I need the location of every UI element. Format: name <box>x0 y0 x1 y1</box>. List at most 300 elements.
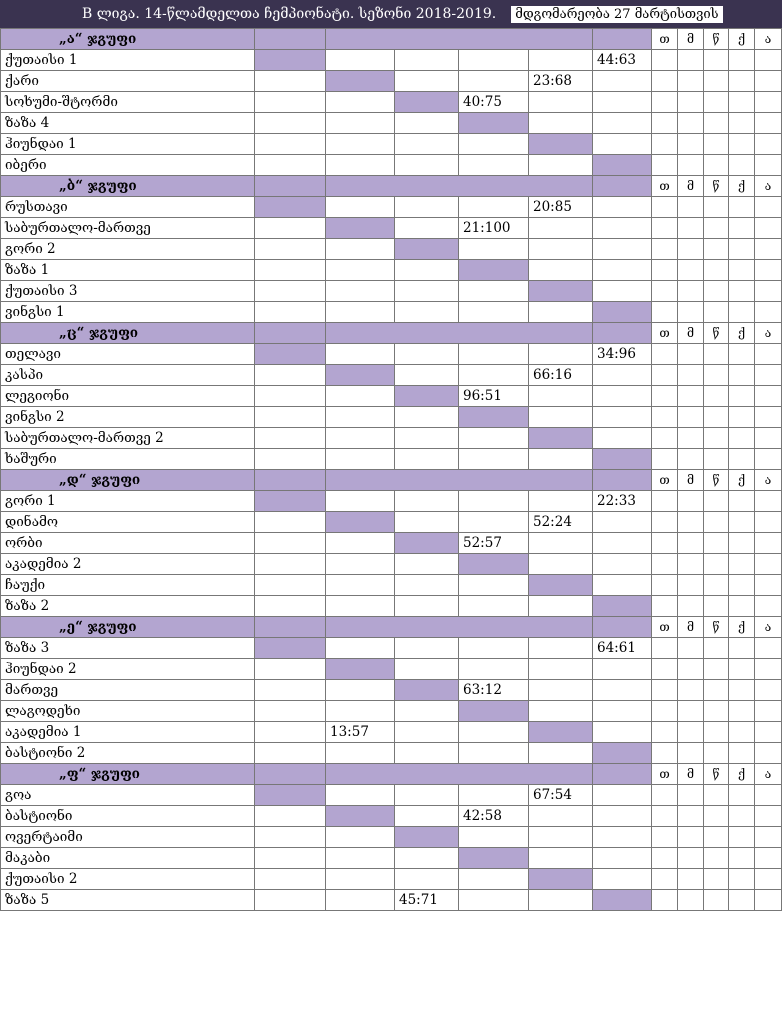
stat-cell <box>704 491 729 512</box>
team-row <box>1 659 782 680</box>
stat-cell <box>729 701 755 722</box>
score-cell <box>459 722 529 743</box>
stat-cell <box>755 134 782 155</box>
header-cell <box>593 323 652 344</box>
stat-header: ა <box>755 470 782 491</box>
score-cell <box>255 155 326 176</box>
stat-cell <box>652 554 678 575</box>
score-cell <box>459 638 529 659</box>
stat-cell <box>729 512 755 533</box>
stat-cell <box>704 869 729 890</box>
team-name: ჩაუქი <box>1 575 255 596</box>
diagonal-cell <box>459 113 529 134</box>
score-cell <box>395 575 459 596</box>
score-cell: 20:85 <box>529 197 593 218</box>
diagonal-cell <box>395 386 459 407</box>
score-cell <box>459 197 529 218</box>
score-cell <box>459 659 529 680</box>
team-name: ორბი <box>1 533 255 554</box>
diagonal-cell <box>459 701 529 722</box>
score-cell <box>593 806 652 827</box>
stat-cell <box>755 428 782 449</box>
score-cell <box>326 743 395 764</box>
group-header <box>1 176 782 197</box>
score-cell: 23:68 <box>529 71 593 92</box>
score-cell <box>459 50 529 71</box>
score-cell <box>395 428 459 449</box>
score-cell <box>326 344 395 365</box>
team-name: საბურთალო-მართვე <box>1 218 255 239</box>
team-name: ლაგოდეხი <box>1 701 255 722</box>
stat-cell <box>704 554 729 575</box>
score-cell: 34:96 <box>593 344 652 365</box>
score-cell <box>395 71 459 92</box>
score-cell <box>459 281 529 302</box>
score-cell <box>593 197 652 218</box>
stat-cell <box>755 113 782 134</box>
stat-header: თ <box>652 764 678 785</box>
score-cell <box>255 302 326 323</box>
stat-cell <box>678 491 704 512</box>
header-cell <box>255 764 326 785</box>
team-row <box>1 806 782 827</box>
stat-cell <box>704 890 729 911</box>
score-cell: 64:61 <box>593 638 652 659</box>
team-name: ქარი <box>1 71 255 92</box>
stat-cell <box>652 659 678 680</box>
stat-cell <box>755 638 782 659</box>
stat-cell <box>755 71 782 92</box>
stat-cell <box>652 533 678 554</box>
score-cell <box>395 848 459 869</box>
team-row <box>1 449 782 470</box>
score-cell <box>529 701 593 722</box>
team-name: ზაზა 1 <box>1 260 255 281</box>
score-cell <box>593 386 652 407</box>
stat-cell <box>755 281 782 302</box>
team-name: ბასტიონი <box>1 806 255 827</box>
stat-header: თ <box>652 617 678 638</box>
score-cell <box>593 680 652 701</box>
score-cell <box>395 512 459 533</box>
score-cell <box>593 554 652 575</box>
score-cell <box>395 554 459 575</box>
stat-cell <box>704 449 729 470</box>
header-cell <box>326 764 593 785</box>
score-cell <box>459 890 529 911</box>
stat-cell <box>678 302 704 323</box>
team-row <box>1 701 782 722</box>
score-cell <box>395 722 459 743</box>
table-title: B ლიგა. 14-წლამდელთა ჩემპიონატი. სეზონი 2018-2019. <box>82 6 497 22</box>
stat-header: თ <box>652 470 678 491</box>
stat-cell <box>704 281 729 302</box>
score-cell <box>593 785 652 806</box>
diagonal-cell <box>593 302 652 323</box>
stat-cell <box>704 155 729 176</box>
stat-header: თ <box>652 176 678 197</box>
stat-cell <box>652 197 678 218</box>
score-cell <box>326 680 395 701</box>
score-cell <box>529 659 593 680</box>
stat-cell <box>755 533 782 554</box>
stat-cell <box>678 596 704 617</box>
score-cell <box>326 827 395 848</box>
stat-cell <box>729 218 755 239</box>
stat-header: ქ <box>729 617 755 638</box>
stat-cell <box>755 743 782 764</box>
score-cell <box>326 491 395 512</box>
stat-cell <box>755 260 782 281</box>
score-cell <box>529 848 593 869</box>
stat-cell <box>704 512 729 533</box>
score-cell <box>255 71 326 92</box>
score-cell <box>593 134 652 155</box>
stat-cell <box>678 428 704 449</box>
stat-header: წ <box>704 470 729 491</box>
stat-cell <box>729 155 755 176</box>
stat-cell <box>755 50 782 71</box>
score-cell <box>593 659 652 680</box>
stat-cell <box>704 827 729 848</box>
team-row <box>1 155 782 176</box>
score-cell <box>459 575 529 596</box>
score-cell <box>593 428 652 449</box>
group-header <box>1 323 782 344</box>
score-cell <box>459 155 529 176</box>
score-cell <box>459 71 529 92</box>
stat-cell <box>704 701 729 722</box>
score-cell <box>529 155 593 176</box>
score-cell <box>529 239 593 260</box>
score-cell <box>395 302 459 323</box>
score-cell <box>255 386 326 407</box>
stat-cell <box>704 680 729 701</box>
score-cell <box>395 113 459 134</box>
score-cell <box>459 743 529 764</box>
stat-cell <box>729 533 755 554</box>
diagonal-cell <box>459 407 529 428</box>
stat-header: ა <box>755 323 782 344</box>
diagonal-cell <box>326 218 395 239</box>
team-name: ლეგიონი <box>1 386 255 407</box>
score-cell <box>459 428 529 449</box>
score-cell <box>593 533 652 554</box>
header-cell <box>326 29 593 50</box>
team-row <box>1 50 782 71</box>
score-cell <box>255 575 326 596</box>
team-row <box>1 827 782 848</box>
diagonal-cell <box>326 806 395 827</box>
stat-cell <box>755 386 782 407</box>
stat-cell <box>729 92 755 113</box>
score-cell <box>255 869 326 890</box>
score-cell <box>255 365 326 386</box>
stat-cell <box>729 722 755 743</box>
stat-cell <box>729 428 755 449</box>
stat-cell <box>755 785 782 806</box>
team-name: ქუთაისი 3 <box>1 281 255 302</box>
group-name: „ფ“ ჯგუფი <box>1 764 255 785</box>
stat-cell <box>755 407 782 428</box>
group-name: „დ“ ჯგუფი <box>1 470 255 491</box>
stat-cell <box>678 197 704 218</box>
stat-cell <box>755 155 782 176</box>
stat-cell <box>652 827 678 848</box>
score-cell <box>459 302 529 323</box>
score-cell <box>593 218 652 239</box>
stat-cell <box>678 638 704 659</box>
score-cell <box>395 659 459 680</box>
stat-cell <box>652 71 678 92</box>
stat-cell <box>729 281 755 302</box>
stat-header: მ <box>678 764 704 785</box>
stat-cell <box>729 386 755 407</box>
group-header <box>1 470 782 491</box>
score-cell <box>459 365 529 386</box>
stat-cell <box>755 722 782 743</box>
stat-cell <box>678 743 704 764</box>
stat-cell <box>652 365 678 386</box>
score-cell <box>529 827 593 848</box>
team-row <box>1 134 782 155</box>
score-cell <box>459 239 529 260</box>
header-cell <box>255 617 326 638</box>
score-cell <box>529 449 593 470</box>
stat-cell <box>755 512 782 533</box>
score-cell <box>395 50 459 71</box>
score-cell <box>395 449 459 470</box>
stat-header: მ <box>678 323 704 344</box>
stat-cell <box>755 848 782 869</box>
stat-cell <box>729 491 755 512</box>
stat-cell <box>704 365 729 386</box>
stat-cell <box>755 596 782 617</box>
score-cell <box>395 197 459 218</box>
team-row <box>1 71 782 92</box>
stat-cell <box>704 806 729 827</box>
stat-cell <box>755 218 782 239</box>
score-cell <box>255 113 326 134</box>
stat-header: წ <box>704 29 729 50</box>
stat-cell <box>652 134 678 155</box>
score-cell <box>326 197 395 218</box>
team-name: ზაზა 5 <box>1 890 255 911</box>
stat-cell <box>652 239 678 260</box>
header-cell <box>255 176 326 197</box>
stat-cell <box>755 197 782 218</box>
score-cell <box>326 701 395 722</box>
title-bar <box>0 0 782 28</box>
stat-cell <box>704 722 729 743</box>
score-cell <box>326 407 395 428</box>
stat-cell <box>678 533 704 554</box>
stat-cell <box>678 50 704 71</box>
stat-header: მ <box>678 470 704 491</box>
stat-header: ქ <box>729 764 755 785</box>
score-cell <box>529 680 593 701</box>
stat-cell <box>678 785 704 806</box>
score-cell <box>459 596 529 617</box>
team-name: საბურთალო-მართვე 2 <box>1 428 255 449</box>
team-row <box>1 365 782 386</box>
score-cell <box>593 71 652 92</box>
stat-cell <box>729 785 755 806</box>
diagonal-cell <box>326 71 395 92</box>
score-cell <box>326 554 395 575</box>
stat-cell <box>729 806 755 827</box>
score-cell <box>326 113 395 134</box>
stat-cell <box>652 92 678 113</box>
stat-cell <box>729 344 755 365</box>
stat-cell <box>704 659 729 680</box>
score-cell <box>459 512 529 533</box>
score-cell <box>593 722 652 743</box>
stat-cell <box>729 638 755 659</box>
stat-header: თ <box>652 323 678 344</box>
stat-cell <box>678 239 704 260</box>
score-cell <box>326 92 395 113</box>
team-row <box>1 281 782 302</box>
team-name: რუსთავი <box>1 197 255 218</box>
score-cell <box>326 134 395 155</box>
stat-cell <box>729 890 755 911</box>
diagonal-cell <box>326 659 395 680</box>
score-cell: 13:57 <box>326 722 395 743</box>
team-row <box>1 638 782 659</box>
header-cell <box>255 323 326 344</box>
score-cell <box>395 260 459 281</box>
stat-cell <box>729 71 755 92</box>
team-row <box>1 428 782 449</box>
stat-cell <box>678 218 704 239</box>
score-cell <box>255 827 326 848</box>
score-cell <box>529 218 593 239</box>
score-cell <box>326 533 395 554</box>
team-row <box>1 743 782 764</box>
stat-cell <box>704 386 729 407</box>
stat-cell <box>704 848 729 869</box>
header-cell <box>255 29 326 50</box>
stat-cell <box>652 449 678 470</box>
diagonal-cell <box>255 785 326 806</box>
stat-cell <box>652 491 678 512</box>
stat-cell <box>704 344 729 365</box>
score-cell <box>326 281 395 302</box>
score-cell <box>593 701 652 722</box>
header-cell <box>255 470 326 491</box>
stat-cell <box>678 848 704 869</box>
score-cell <box>255 239 326 260</box>
team-row <box>1 302 782 323</box>
team-row <box>1 680 782 701</box>
stat-cell <box>652 281 678 302</box>
score-cell <box>593 365 652 386</box>
stat-cell <box>652 596 678 617</box>
stat-cell <box>678 407 704 428</box>
team-row <box>1 890 782 911</box>
team-row <box>1 386 782 407</box>
stat-cell <box>729 365 755 386</box>
score-cell <box>529 50 593 71</box>
score-cell <box>529 806 593 827</box>
score-cell <box>529 407 593 428</box>
score-cell <box>326 890 395 911</box>
stat-cell <box>678 281 704 302</box>
score-cell <box>326 638 395 659</box>
score-cell <box>326 848 395 869</box>
score-cell: 21:100 <box>459 218 529 239</box>
group-header <box>1 29 782 50</box>
score-cell <box>395 596 459 617</box>
score-cell <box>459 344 529 365</box>
score-cell <box>459 827 529 848</box>
diagonal-cell <box>255 344 326 365</box>
score-cell <box>255 659 326 680</box>
score-cell: 40:75 <box>459 92 529 113</box>
stat-header: მ <box>678 29 704 50</box>
stat-header: წ <box>704 176 729 197</box>
group-header <box>1 764 782 785</box>
stat-cell <box>729 197 755 218</box>
team-row <box>1 554 782 575</box>
score-cell: 96:51 <box>459 386 529 407</box>
team-row <box>1 260 782 281</box>
diagonal-cell <box>326 365 395 386</box>
stat-header: თ <box>652 29 678 50</box>
stat-cell <box>729 827 755 848</box>
diagonal-cell <box>529 722 593 743</box>
score-cell <box>459 869 529 890</box>
score-cell <box>326 428 395 449</box>
header-cell <box>326 176 593 197</box>
stat-cell <box>755 701 782 722</box>
stat-cell <box>652 890 678 911</box>
stat-cell <box>652 743 678 764</box>
stat-cell <box>704 785 729 806</box>
stat-cell <box>678 365 704 386</box>
team-name: დინამო <box>1 512 255 533</box>
score-cell <box>593 260 652 281</box>
diagonal-cell <box>255 197 326 218</box>
score-cell <box>255 806 326 827</box>
stat-cell <box>729 659 755 680</box>
group-name: „ბ“ ჯგუფი <box>1 176 255 197</box>
stat-header: წ <box>704 617 729 638</box>
stat-cell <box>678 701 704 722</box>
diagonal-cell <box>255 638 326 659</box>
stat-cell <box>729 239 755 260</box>
stat-cell <box>678 512 704 533</box>
score-cell <box>255 848 326 869</box>
stat-cell <box>652 680 678 701</box>
score-cell: 63:12 <box>459 680 529 701</box>
stat-cell <box>704 533 729 554</box>
team-row <box>1 722 782 743</box>
stat-cell <box>678 890 704 911</box>
stat-cell <box>678 113 704 134</box>
stat-cell <box>755 827 782 848</box>
stat-cell <box>652 575 678 596</box>
stat-cell <box>678 680 704 701</box>
stat-cell <box>652 260 678 281</box>
diagonal-cell <box>459 848 529 869</box>
score-cell <box>326 596 395 617</box>
score-cell: 52:57 <box>459 533 529 554</box>
score-cell: 42:58 <box>459 806 529 827</box>
team-name: ვინგსი 1 <box>1 302 255 323</box>
team-row <box>1 491 782 512</box>
